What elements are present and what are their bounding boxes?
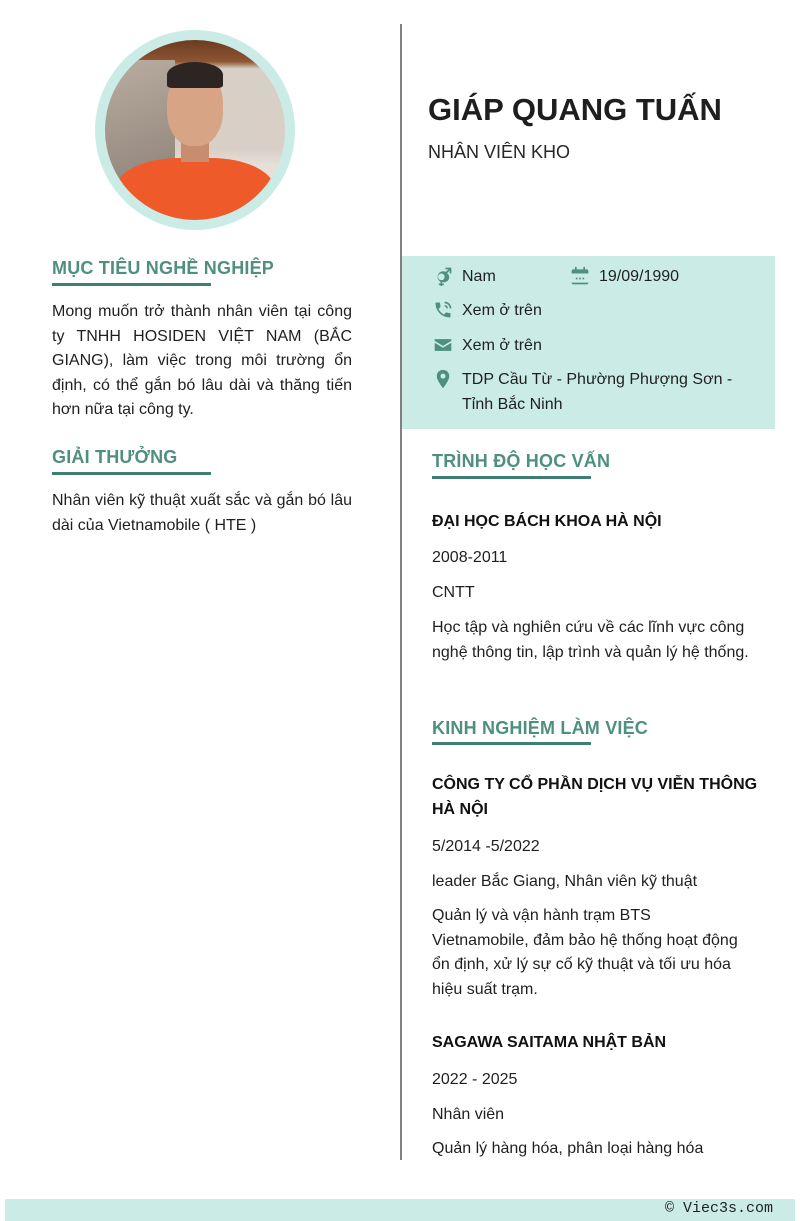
awards-title-underline [52,472,211,475]
address-value: TDP Cầu Từ - Phường Phượng Sơn - Tỉnh Bắc Ninh [462,371,733,413]
education-title-underline [432,476,591,479]
contact-email [432,334,542,359]
experience-description: Quản lý hàng hóa, phân loại hàng hóa [432,1140,704,1157]
objective-title-underline [52,283,211,286]
education-major: CNTT [432,584,475,601]
phone-icon [432,299,454,321]
experience-company: CÔNG TY CỔ PHẦN DỊCH VỤ VIỄN THÔNG HÀ NỘI [432,776,758,818]
experience-position: Nhân viên [432,1106,505,1123]
gender-icon [432,265,454,287]
education-description: Học tập và nghiên cứu về các lĩnh vực công nghệ thông tin, lập trình và quản lý hệ thống. [432,619,749,661]
column-divider [400,24,402,1160]
avatar [105,40,285,220]
awards-text: Nhân viên kỹ thuật xuất sắc và gắn bó lâu dài của Vietnamobile ( HTE ) [52,492,352,534]
job-title: NHÂN VIÊN KHO [428,142,571,162]
avatar-frame [95,30,295,230]
experience-company: SAGAWA SAITAMA NHẬT BẢN [432,1034,667,1051]
contact-phone [432,299,542,324]
map-pin-icon [432,368,454,390]
contact-address [432,368,762,417]
experience-position: leader Bắc Giang, Nhân viên kỹ thuật [432,873,698,890]
candidate-name: GIÁP QUANG TUẤN [428,92,722,127]
gender-value: Nam [462,268,496,285]
experience-period: 5/2014 -5/2022 [432,838,540,855]
awards-title: GIẢI THƯỞNG [52,447,178,467]
phone-value: Xem ở trên [462,302,542,319]
experience-period: 2022 - 2025 [432,1071,518,1088]
education-title: TRÌNH ĐỘ HỌC VẤN [432,451,611,471]
contact-gender [432,265,496,290]
education-school: ĐẠI HỌC BÁCH KHOA HÀ NỘI [432,513,662,530]
experience-title: KINH NGHIỆM LÀM VIỆC [432,718,649,738]
education-period: 2008-2011 [432,549,508,566]
experience-description: Quản lý và vận hành trạm BTS Vietnamobile, đảm bảo hệ thống hoạt động ổn định, xử lý sự cố kỹ thuật và tối ưu hóa hiệu suất trạm. [432,907,738,998]
birthday-value: 19/09/1990 [599,268,680,285]
objective-title: MỤC TIÊU NGHỀ NGHIỆP [52,258,275,278]
envelope-icon [432,334,454,356]
calendar-icon [569,265,591,287]
footer-copyright: © Viec3s.com [664,1200,773,1217]
email-value: Xem ở trên [462,337,542,354]
experience-title-underline [432,742,591,745]
objective-text: Mong muốn trở thành nhân viên tại công ty TNHH HOSIDEN VIỆT NAM (BẮC GIANG), làm việc trong môi trường ổn định, có thể gắn bó lâu dài và thăng tiến hơn nữa tại công ty. [52,303,352,419]
footer-bar [5,1199,795,1221]
contact-birthday [569,265,679,290]
